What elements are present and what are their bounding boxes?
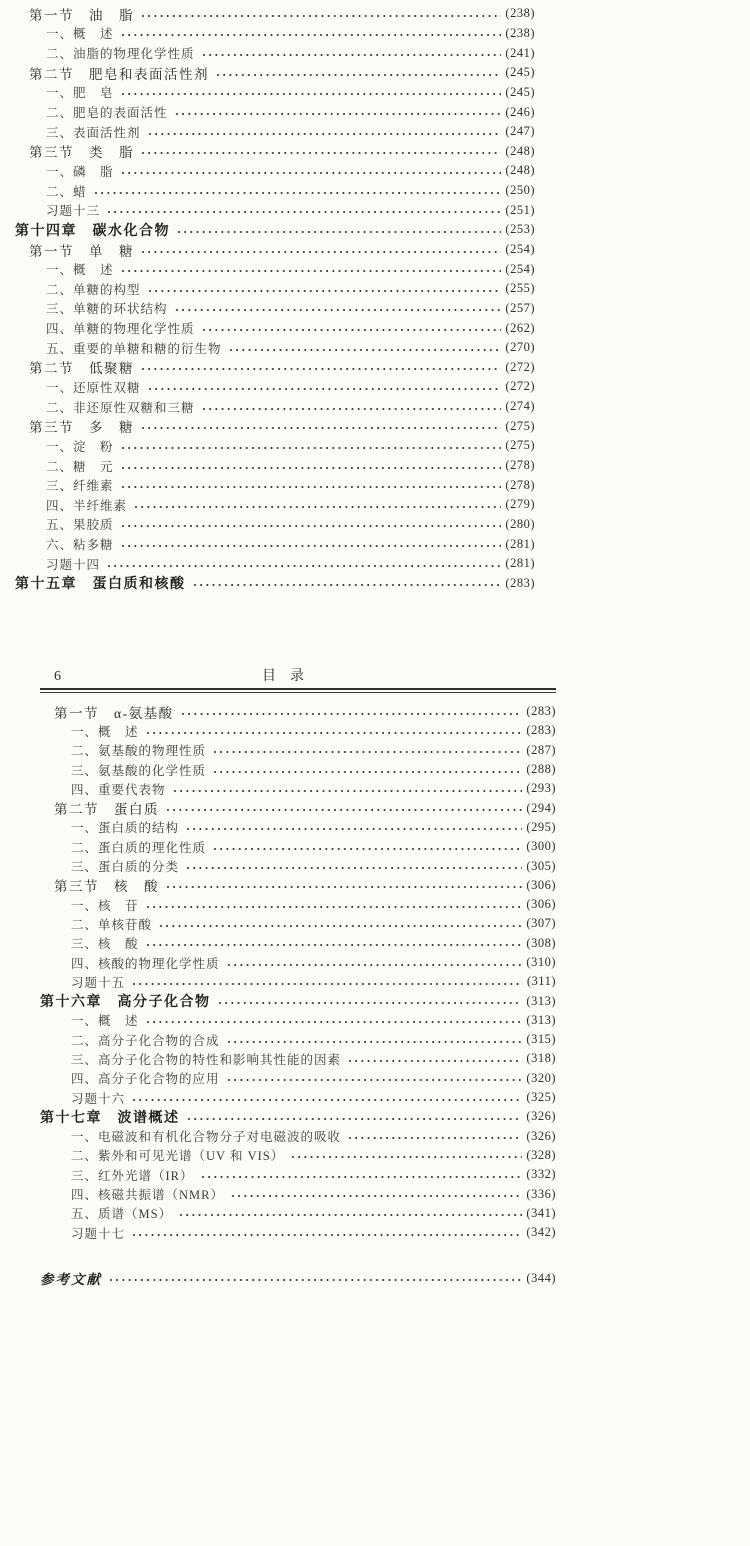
toc-entry-label: 第一节 α-氨基酸 [54,705,174,721]
toc-entry [40,1223,556,1242]
toc-entry-label: 一、还原性双糖 [46,380,141,395]
toc-entry-label: 三、蛋白质的分类 [71,860,180,875]
toc-entry-page: (245) [505,65,535,80]
toc-entry-label: 一、概 述 [46,263,114,278]
toc-entry [15,377,535,397]
toc-entry [40,895,556,914]
toc-entry-label: 三、单糖的环状结构 [46,302,168,317]
toc-entry [40,1030,556,1049]
dot-leader [347,1052,522,1066]
toc-entry-page: (318) [526,1051,556,1066]
toc-entry-page: (326) [526,1109,556,1124]
toc-page-2 [40,702,556,1242]
dot-leader [186,1110,523,1124]
toc-entry-page: (262) [505,320,535,335]
toc-entry-page: (281) [505,556,535,571]
toc-entry [15,83,535,103]
toc-entry-label: 一、概 述 [71,1014,139,1029]
dot-leader [131,1091,522,1105]
toc-entry-label: 三、核 酸 [71,937,139,952]
toc-entry-label: 四、半纤维素 [46,498,128,513]
dot-leader [140,360,501,374]
dot-leader [217,994,523,1008]
toc-entry [15,436,535,456]
toc-entry-page: (320) [526,1070,556,1085]
dot-leader [185,820,522,834]
toc-entry [40,953,556,972]
toc-entry [15,338,535,358]
toc-entry-page: (325) [526,1090,556,1105]
toc-entry-page: (342) [526,1225,556,1240]
toc-entry-label: 二、肥皂的表面活性 [46,106,168,121]
toc-entry-label: 一、概 述 [46,27,114,42]
toc-entry-label: 第一节 油 脂 [29,7,134,23]
toc-entry-page: (294) [526,800,556,815]
dot-leader [230,1187,522,1201]
header-double-rule [40,688,556,693]
toc-entry-label: 二、非还原性双糖和三糖 [46,400,195,415]
toc-entry [40,1069,556,1088]
dot-leader [176,223,501,237]
toc-entry-label: 二、氨基酸的物理性质 [71,744,207,759]
toc-entry-label: 四、核酸的物理化学性质 [71,956,220,971]
toc-entry-page: (278) [505,477,535,492]
toc-entry-page: (300) [526,839,556,854]
toc-entry-label: 二、蛋白质的理化性质 [71,840,207,855]
toc-entry [15,122,535,142]
toc-entry-page: (332) [526,1167,556,1182]
toc-entry-page: (254) [505,261,535,276]
toc-entry [40,1088,556,1107]
toc-entry-label: 一、磷 脂 [46,164,114,179]
toc-entry-page: (308) [526,935,556,950]
toc-entry-page: (275) [505,418,535,433]
toc-entry-label: 一、概 述 [71,724,139,739]
toc-entry [40,1011,556,1030]
toc-entry [40,991,556,1010]
toc-entry-label: 第十五章 蛋白质和核酸 [15,577,186,593]
toc-entry-page: (248) [505,163,535,178]
dot-leader [347,1129,522,1143]
toc-entry-label: 四、高分子化合物的应用 [71,1072,220,1087]
toc-entry-page: (313) [526,993,556,1008]
toc-entry-page: (272) [505,379,535,394]
toc-entry [40,837,556,856]
dot-leader [212,763,522,777]
toc-entry-label: 二、油脂的物理化学性质 [46,47,195,62]
dot-leader [131,975,523,989]
toc-entry-page: (306) [526,897,556,912]
page-header [40,665,556,685]
toc-entry-label: 四、核磁共振谱（NMR） [71,1188,224,1203]
toc-entry [40,1127,556,1146]
dot-leader [290,1148,522,1162]
toc-entry-page: (272) [505,359,535,374]
dot-leader [145,724,523,738]
toc-entry-label: 第二节 低聚糖 [29,361,134,377]
dot-leader [226,1071,523,1085]
toc-entry [15,259,535,279]
toc-entry [40,876,556,895]
dot-leader [226,956,523,970]
toc-entry-page: (283) [505,575,535,590]
dot-leader [174,105,502,119]
toc-entry-page: (274) [505,399,535,414]
toc-entry-label: 五、质谱（MS） [71,1207,173,1222]
dot-leader [106,203,501,217]
toc-entry-label: 四、重要代表物 [71,782,166,797]
toc-entry [15,141,535,161]
toc-entry [40,1165,556,1184]
toc-entry [40,702,556,721]
dot-leader [93,184,502,198]
toc-entry-page: (311) [526,974,556,989]
dot-leader [180,705,523,719]
toc-entry [15,279,535,299]
dot-leader [165,878,522,892]
toc-entry-page: (313) [526,1012,556,1027]
dot-leader [158,917,522,931]
toc-entry-label: 第二节 蛋白质 [54,802,159,818]
toc-entry [15,200,535,220]
dot-leader [140,144,501,158]
toc-entry [40,779,556,798]
toc-entry-page: (336) [526,1186,556,1201]
toc-entry [40,798,556,817]
toc-entry-label: 三、表面活性剂 [46,125,141,140]
toc-entry [15,63,535,83]
dot-leader [131,1226,522,1240]
toc-entry-label: 习题十六 [71,1091,126,1106]
toc-entry-page: (310) [526,955,556,969]
toc-entry [40,934,556,953]
dot-leader [165,801,522,815]
toc-entry [15,495,535,515]
reference-entry [40,1268,556,1288]
toc-entry [40,1049,556,1068]
toc-entry-page: (255) [505,281,535,296]
toc-entry-label: 第十四章 碳水化合物 [15,223,170,239]
dot-leader [140,243,501,257]
dot-leader [172,782,523,796]
dot-leader [174,301,502,315]
toc-entry-label: 二、高分子化合物的合成 [71,1033,220,1048]
toc-entry-label: 习题十四 [46,557,101,572]
toc-entry [40,972,556,991]
toc-entry-page: (254) [505,242,535,256]
toc-entry-page: (251) [505,202,535,217]
toc-entry [15,554,535,574]
dot-leader [226,1033,523,1047]
dot-leader [215,66,501,80]
toc-entry [15,534,535,554]
toc-entry-page: (248) [505,143,535,158]
toc-entry-page: (326) [526,1128,556,1143]
toc-entry [15,318,535,338]
dot-leader [106,557,501,571]
toc-entry-label: 四、单糖的物理化学性质 [46,322,195,337]
page-number: 6 [54,669,61,684]
dot-leader [140,419,501,433]
toc-entry-label: 第十七章 波谱概述 [40,1110,180,1126]
toc-entry-label: 第二节 肥皂和表面活性剂 [29,66,209,82]
dot-leader [120,517,502,531]
dot-leader [120,439,502,453]
toc-entry-label: 二、单核苷酸 [71,917,153,932]
dot-leader [140,7,501,21]
toc-entry-page: (238) [505,6,535,21]
toc-entry-page: (306) [526,877,556,892]
toc-entry-label: 第一节 单 糖 [29,243,134,259]
toc-entry-page: (305) [526,858,556,873]
toc-entry [40,1204,556,1223]
toc-entry-label: 三、高分子化合物的特性和影响其性能的因素 [71,1052,342,1067]
toc-entry [15,161,535,181]
toc-entry-label: 一、电磁波和有机化合物分子对电磁波的吸收 [71,1130,342,1145]
dot-leader [120,262,502,276]
toc-entry-page: (238) [505,25,535,40]
toc-entry-label: 习题十三 [46,204,101,219]
toc-entry-page: (280) [505,516,535,531]
toc-entry-label: 一、肥 皂 [46,86,114,101]
toc-entry [40,1146,556,1165]
toc-entry-label: 二、紫外和可见光谱（UV 和 VIS） [71,1149,285,1164]
toc-entry-page: (275) [505,438,535,453]
toc-entry [15,456,535,476]
toc-entry-page: (246) [505,104,535,119]
toc-entry-label: 三、红外光谱（IR） [71,1168,194,1183]
toc-entry-label: 一、核 苷 [71,898,139,913]
toc-entry-page: (341) [526,1205,556,1220]
toc-page-1 [15,4,535,593]
dot-leader [201,400,502,414]
toc-entry-label: 二、蜡 [46,184,87,199]
dot-leader [120,537,502,551]
toc-entry [15,358,535,378]
toc-entry-label: 第三节 核 酸 [54,879,159,895]
dot-leader [147,125,502,139]
toc-entry-page: (257) [505,300,535,315]
toc-entry [40,818,556,837]
toc-entry-label: 二、单糖的构型 [46,282,141,297]
toc-entry-page: (245) [505,84,535,99]
toc-entry-page: (315) [526,1032,556,1047]
toc-entry-label: 一、淀 粉 [46,439,114,454]
toc-entry [15,240,535,260]
toc-entry [40,721,556,740]
toc-entry [15,515,535,535]
toc-entry-page: (253) [505,222,535,237]
dot-leader [185,859,522,873]
toc-entry-label: 第三节 多 糖 [29,420,134,436]
toc-entry-label: 一、蛋白质的结构 [71,821,180,836]
toc-entry-label: 习题十七 [71,1226,126,1241]
toc-entry [40,741,556,760]
toc-entry [15,397,535,417]
toc-entry [15,475,535,495]
dot-leader [145,898,523,912]
dot-leader [108,1271,522,1285]
toc-entry [15,299,535,319]
toc-entry-page: (250) [505,183,535,198]
toc-entry-page: (279) [505,497,535,512]
dot-leader [212,840,522,854]
toc-entry [15,574,535,594]
toc-entry-label: 六、粘多糖 [46,538,114,553]
toc-entry [40,856,556,875]
toc-entry [15,43,535,63]
toc-entry-label: 二、糖 元 [46,459,114,474]
toc-entry-page: (281) [505,536,535,551]
toc-entry [15,416,535,436]
dot-leader [201,321,502,335]
toc-entry [15,102,535,122]
dot-leader [145,1013,523,1027]
toc-entry-page: (328) [526,1147,556,1162]
reference-entry-page: (344) [526,1270,556,1285]
toc-entry [40,914,556,933]
toc-entry [15,4,535,24]
dot-leader [178,1206,522,1220]
dot-leader [212,743,522,757]
toc-entry-page: (283) [526,704,556,719]
toc-entry [15,181,535,201]
toc-entry-page: (293) [526,781,556,796]
toc-entry [15,220,535,240]
toc-entry [40,1184,556,1203]
toc-entry-page: (283) [526,723,556,738]
toc-entry-label: 三、纤维素 [46,479,114,494]
dot-leader [192,576,502,590]
toc-entry-label: 五、果胶质 [46,518,114,533]
toc-entry-page: (307) [526,916,556,931]
toc-entry-label: 五、重要的单糖和糖的衍生物 [46,341,222,356]
dot-leader [120,26,502,40]
dot-leader [147,282,502,296]
dot-leader [133,498,501,512]
dot-leader [145,936,523,950]
toc-entry-label: 三、氨基酸的化学性质 [71,763,207,778]
toc-entry-page: (287) [526,742,556,757]
dot-leader [120,164,502,178]
dot-leader [228,341,502,355]
dot-leader [120,85,502,99]
toc-entry-label: 第十六章 高分子化合物 [40,995,211,1011]
dot-leader [120,478,502,492]
toc-entry-page: (295) [526,819,556,834]
reference-entry-label: 参考文献 [40,1272,102,1287]
dot-leader [120,459,502,473]
toc-entry-label: 习题十五 [71,975,126,990]
dot-leader [200,1168,523,1182]
toc-entry [40,1107,556,1126]
page-header-title: 目 录 [262,669,304,684]
toc-entry-page: (278) [505,458,535,473]
toc-entry-page: (241) [505,45,535,60]
toc-entry [40,760,556,779]
toc-entry-page: (247) [505,124,535,139]
toc-entry-page: (288) [526,762,556,777]
toc-entry [15,24,535,44]
toc-entry-page: (270) [505,340,535,355]
toc-entry-label: 第三节 类 脂 [29,145,134,161]
dot-leader [147,380,502,394]
dot-leader [201,46,502,60]
